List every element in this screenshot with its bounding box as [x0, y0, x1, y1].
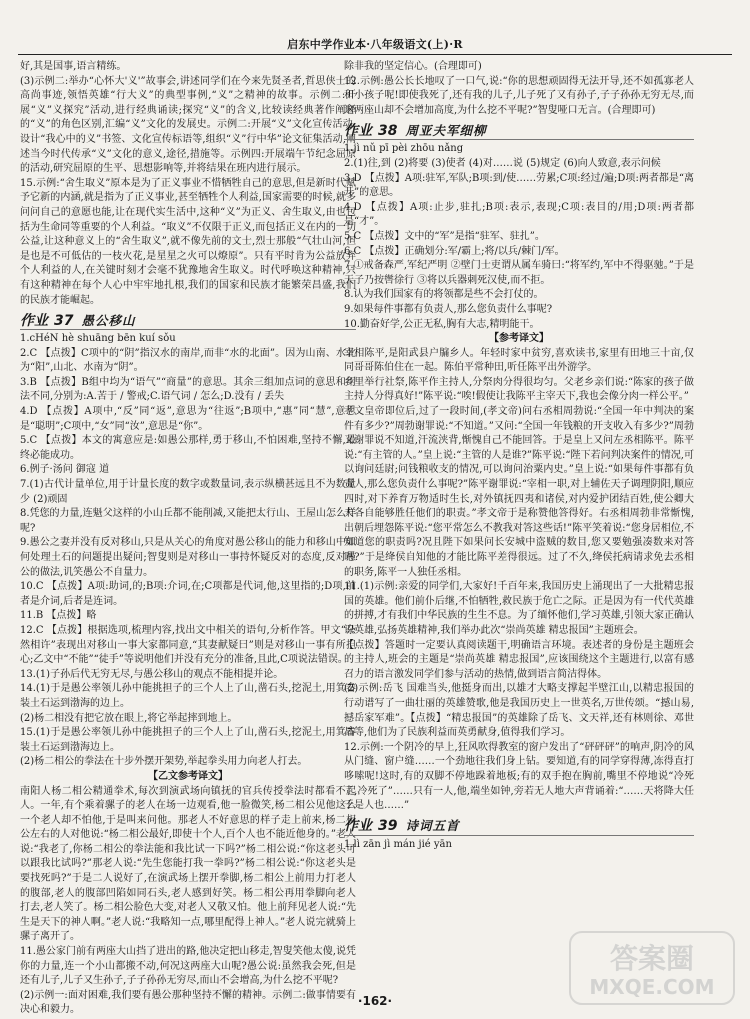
- answer-paragraph: 2.C 【点拨】C项中的“阴”指汉水的南岸,而非“水的北面”。因为山南、水北为“阳”,山北、水南为“阴”。: [20, 347, 356, 374]
- answer-paragraph: 11.愚公家门前有两座大山挡了进出的路,他决定把山移走,智叟笑他太傻,说凭你的力量,连一个小山都搬不动,何况这两座大山呢?愚公说:虽然我会死,但是还有儿子,儿子又生孙子,子子孙孙无穷尽,而山不会增高,为什么挖不平呢?: [20, 946, 356, 987]
- answer-paragraph: 7.①戒备森严,军纪严明 ②壁门士吏谓从属车骑曰:“将军约,军中不得驱驰。”于是天子乃按辔徐行 ③将以兵器刺死汉使,而不拒。: [344, 260, 694, 286]
- answer-paragraph: 6.C 【点拨】正确划分:军/霸上;将/以兵/棘门/军。: [344, 245, 565, 257]
- answer-paragraph: 4.D 【点拨】A项:止步,驻扎;B项:表示,表现;C项:表目的/用;D项:两者都是“才”。: [344, 201, 694, 228]
- answer-paragraph: 3.D 【点拨】A项:驻军,军队;B项:到/使……劳累;C项:经过/遍;D项:两者都是“离开”的意思。: [344, 172, 694, 199]
- answer-paragraph: 4.D 【点拨】A项中,“反”同“返”,意思为“往返”;B项中,“惠”同“慧”,意思是“聪明”;C项中,“女”同“汝”,意思是“你”。: [20, 406, 356, 432]
- answer-paragraph: (2)杨二相没有把它放在眼上,将它举起摔到地上。: [20, 712, 238, 724]
- answer-paragraph: 好,其是国事,语言精练。: [20, 61, 127, 72]
- answer-paragraph: 9.愚公之妻并没有反对移山,只是从关心的角度对愚公移山的能力和移山中如何处理土石的问题提出疑问;智叟则是对移山一事持怀疑反对的态度,反对愚公的做法,讥笑愚公不自量力。: [20, 537, 356, 578]
- answer-paragraph: 6.例子·汤问 御寇 道: [20, 464, 110, 476]
- answer-paragraph: 2.(1)往,到 (2)将要 (3)使者 (4)对……说 (5)规定 (6)向人致意,表示问候: [344, 157, 661, 169]
- answer-paragraph: (2)示例一:面对困难,我们要有愚公那种坚持不懈的精神。示例二:做事情要有决心和毅力。: [20, 989, 356, 1016]
- right-column: [344, 60, 694, 980]
- answer-paragraph: 1.cHéN hè shuāng bēn kuí sǒu: [20, 333, 176, 345]
- answer-paragraph: 1.lì zān jì mán jié yān: [344, 838, 452, 850]
- answer-paragraph: 7.(1)古代计量单位,用于计量长度的数字或数量词,表示纵横甚远且不为数量少 (2)顽固: [20, 479, 356, 505]
- answer-paragraph: 12.C 【点拨】根据选项,梳理内容,找出文中相关的语句,分析作答。甲文“杂然相许”表现出对移山一事大家都同意,“其妻献疑曰”则是对移山一事有所担心;乙文中“不能”“徒手”等说明他们并没有充分的准备,且此,C项说法错误。: [20, 624, 356, 666]
- section-heading-number: 39: [378, 818, 398, 835]
- section-heading-word: 作业: [20, 312, 48, 329]
- answer-paragraph: 5.C 【点拨】文中的“军”是指“驻军、驻扎”。: [344, 230, 545, 242]
- answer-paragraph: 孝文皇帝即位后,过了一段时间,(孝文帝)问右丞相周勃说:“全国一年中判决的案件有多少?”周勃谢罪说:“不知道。”又问:“全国一年钱粮的开支收入有多少?”周勃又谢罪说不知道,汗流浃背,惭愧自己不能回答。于是皇上又问左丞相陈平。陈平说:“有主管的人。”皇上说:“主管的人是谁?”陈平说:“陛下若问判决案件的情况,可以询问廷尉;问钱粮收支的情况,可以询问治粟内史。”皇上说:“如果每件事都有负责人,那么您负责什么事呢?”陈平谢罪说:“宰相一职,对上辅佐天子调理阴阳,顺应四时,对下养育万物适时生长,对外镇抚四夷和诸侯,对内爱护团结百姓,使公卿大夫各自能够胜任他们的职责。”孝文帝于是称赞他答得好。右丞相周勃非常惭愧,出朝后埋怨陈平说:“您平常怎么不教我对答这些话!”陈平笑着说:“您身居相位,不知道您的职责吗?况且陛下如果问长安城中盗贼的数目,您又要勉强凑数来对答吗?”于是绛侯自知他的才能比陈平差得很远。过了不久,绛侯托病请求免去丞相的职务,陈平一人独任丞相。: [344, 406, 694, 578]
- answer-paragraph: (3)示例二:举办“心怀大'义'”故事会,讲述同学们在今来先贤圣者,哲思侠士的高尚事迹,领悟英雄“行大义”的典型事例,“义”之精神的故事。示例二:开展“义”义探究”活动,进行经典诵读;探究“义”的含义,比较读经典著作阐释的“义”的角色区别,汇编“义”文化的发展史。示例二:开展“义”文化宣传活动,设计“我心中的义”书签、文化宣传标语等,组织“义”行中华”论文征集活动,阐述当今时代传承“义”文化的意义,途径,措施等。示例四:开展端午节纪念屈原的活动,研究屈原的生平、思想影响等,并将结果在班内进行展示。: [20, 75, 356, 175]
- answer-paragraph: 除非我的坚定信心。(合理即可): [344, 61, 482, 72]
- translation-title: 【乙文参考译文】: [148, 770, 228, 782]
- answer-paragraph: (2)示例:岳飞 国难当头,他挺身而出,以雄才大略支撑起半壁江山,以精忠报国的行动谱写了一曲壮丽的英雄赞歌,他是我国历史上一世英名,万世传颂。“撼山易,撼岳家军难”。【点拨】“精忠报国”的英雄除了岳飞、文天祥,还有林则徐、邓世昌等,他们为了民族利益而英勇献身,值得我们学习。: [344, 683, 694, 739]
- left-column: [20, 60, 356, 1016]
- section-heading-number: 38: [378, 122, 398, 139]
- answer-paragraph: 15.(1)于是愚公率领儿孙中能挑担子的三个人上了山,凿石头,挖泥土,用箕畚装土石运到渤海边上。: [20, 727, 356, 753]
- answer-paragraph: 11.(1)示例:亲爱的同学们,大家好!千百年来,我国历史上涌现出了一大批精忠报国的英雄。他们前仆后继,不怕牺牲,救民族于危亡之际。正是因为有一代代英雄的拼搏,才有我们中华民族的生生不息。为了缅怀他们,学习英雄,引领大家正确认识英雄,弘扬英雄精神,我们举办此次“崇尚英雄 精忠报国”主题班会。: [344, 581, 694, 636]
- answer-paragraph: 8.认为我们国家有的将领都是些不会打仗的。: [344, 289, 544, 301]
- answer-paragraph: 11.B 【点拨】略: [20, 610, 97, 622]
- answer-paragraph: 12.示例:一个阴冷的早上,狂风吹得教室的窗户发出了“砰砰砰”的响声,阴冷的风从门缝、窗户缝……一个劲地往我们身上钻。要知道,有的同学穿得薄,冻得直打哆嗦呢!这时,有的双脚不停地跺着地板;有的双手抱在胸前,嘴里不停地说“冷死了,冷死了”……只有一人,他,端坐如钟,旁若无人地大声背诵着:“……天将降大任于是人也……”: [344, 741, 694, 812]
- site-watermark-logo: [568, 930, 736, 1006]
- answer-paragraph: (2)杨二相公的拳法在十步外摆开架势,举起拳头用力向老人打去。: [20, 756, 308, 768]
- answer-paragraph: 9.如果每件事都有负责人,那么您负责什么事呢?: [344, 303, 553, 315]
- section-heading-word: 作业: [344, 818, 372, 835]
- answer-paragraph: 13.(1)子孙后代无穷无尽,与愚公移山的观点不能相提并论。: [20, 668, 284, 680]
- section-heading: [344, 121, 694, 140]
- answer-paragraph: 12.示例:愚公长长地叹了一口气,说:“你的思想顽固得无法开导,还不如孤寡老人和小孩子呢!即使我死了,还有我的儿子,儿子死了又有孙子,子子孙孙无穷无尽,而这两座山却不会增加高度,为什么挖不平呢?”智叟哑口无言。(合理即可): [344, 75, 694, 116]
- answer-paragraph: 南阳人杨二相公精通拳术,每次到演武场向镇抚的官兵传授拳法时都看不起人。一年,有个乘着骡子的老人在场一边观看,他一脸微笑,杨二相公见他这么一个老人却不怕他,于是叫来问他。那老人不好意思的样子走上前来,杨二相公左右的人对他说:“杨二相公最好,即使十个人,百个人也不能近他身的。”老人说:“我老了,你杨二相公的拳法能和我比试一下吗?”杨二相公说:“你这老头可以跟我比试吗?”那老人说:“先生您能打我一拳吗?”杨二相公说:“你这老头是要找死吗?”于是二人说好了,在演武场上摆开拳脚,杨二相公上前用力打老人的腹部,老人的腹部凹陷如同石头,老人感到好笑。杨二相公再用拳脚向老人打去,老人笑了。杨二相公脸色大变,对老人又敬又怕。他上前拜见老人说:“先生是天下的神人啊。”老人说:“我略知一点,哪里配得上神人。”老人说完就骑上骡子离开了。: [20, 785, 356, 943]
- section-heading-number: 37: [54, 312, 74, 329]
- page-header: 启东中学作业本·八年级语文(上)·R: [287, 38, 463, 51]
- answer-paragraph: 乡里举行社祭,陈平作主持人,分祭肉分得很均匀。父老乡亲们说:“陈家的孩子做主持人分得真好!”陈平说:“唉!假使让我陈平主宰天下,我也会像分肉一样公平。”: [344, 376, 694, 403]
- watermark-line2: MXQE.COM: [589, 975, 715, 999]
- section-heading: [344, 817, 694, 836]
- answer-paragraph: 8.凭您的力量,连魁父这样的小山丘都不能削减,又能把太行山、王屋山怎么样呢?: [20, 508, 356, 534]
- page-number: ·162·: [357, 994, 393, 1008]
- answer-paragraph: 3.B 【点拨】B组中均为“语气”“商量”的意思。其余三组加点词的意思和用法不同,分别为:A.苦于 / 警戒;C.语气词 / 怎么;D.没有 / 丢失: [20, 376, 356, 403]
- header-rule: [18, 54, 732, 55]
- section-heading: [20, 311, 356, 330]
- section-heading-title: 愚公移山: [81, 312, 136, 328]
- answer-paragraph: 15.示例:“舍生取义”原本是为了正义事业不惜牺牲自己的意思,但是新时代赋予它新的内涵,就是指为了正义事业,甚至牺牲个人利益,国家需要的时候,就多问问自己的意愿也能,让在现代实生活中,这种“义”为正义、舍生取义,由也包括为生命同等重要的个人利益。“取义”不仅限于正义,而包括正义在内的一切公益,让这种意义上的“舍生取义”,就不像先前的文士,烈士那般“气壮山河,但是也是不可低估的一枝火花,是星星之火可以燎原”。只有平时肯为公益放弃个人利益的人,在关键时刻才会毫不犹豫地舍生取义。时代呼唤这种精神,只有这种精神在每个人心中牢牢地扎根,我们的国家和民族才能繁荣昌盛,我们的民族才能崛起。: [20, 177, 356, 306]
- answer-paragraph: 10.勤奋好学,公正无私,胸有大志,精明能干。: [344, 318, 540, 330]
- answer-paragraph: 1.jì nǔ pī pèi zhōu nǎng: [344, 143, 464, 155]
- answer-paragraph: 【点拨】答题时一定要认真阅读题干,明确语言环境。表述者的身份是主题班会的主持人,班会的主题是“崇尚英雄 精忠报国”,应该围绕这个主题进行,以富有感召力的语言激发同学们参与活动的热情,做到语言简洁得体。: [344, 639, 694, 680]
- answer-paragraph: 10.C 【点拨】A项:助词,的;B项:介词,在;C项都是代词,他,这里指的;D项,前者是介词,后者是连词。: [20, 581, 356, 607]
- answer-paragraph: 14.(1)于是愚公率领儿孙中能挑担子的三个人上了山,凿石头,挖泥土,用箕畚装土石运到渤海的边上。: [20, 683, 356, 709]
- section-heading-word: 作业: [344, 122, 372, 139]
- section-heading-title: 诗词五首: [405, 818, 460, 834]
- answer-paragraph: 宰相陈平,是阳武县户牖乡人。年轻时家中贫穷,喜欢读书,家里有田地三十亩,仅同哥哥陈伯住在一起。陈伯平常种田,听任陈平出外游学。: [344, 347, 694, 374]
- section-heading-title: 周亚夫军细柳: [405, 122, 487, 138]
- watermark-line1: 答案圈: [609, 942, 695, 975]
- answer-paragraph: 5.C 【点拨】本文的寓意应是:如愚公那样,勇于移山,不怕困难,坚持不懈,最终必能成功。: [20, 435, 356, 461]
- translation-title: 【参考译文】: [489, 333, 549, 345]
